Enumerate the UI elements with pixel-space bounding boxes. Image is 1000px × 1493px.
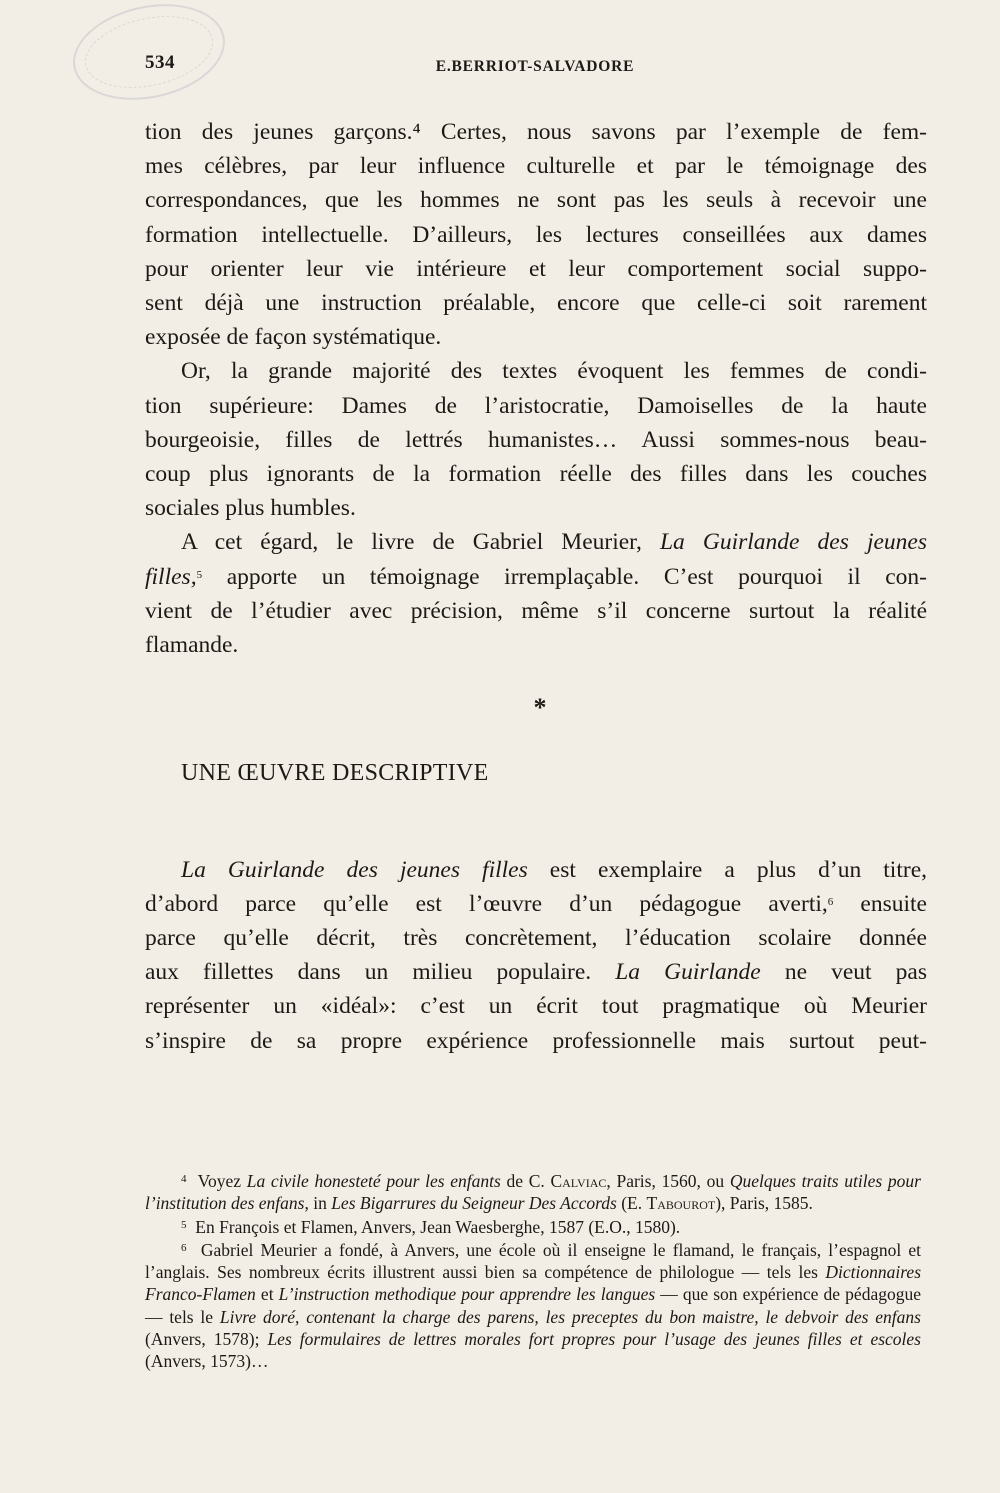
text-line: s’inspire de sa propre expérience professionnelle mais surtout peut- bbox=[145, 1027, 927, 1054]
author-name: Tabourot bbox=[646, 1193, 716, 1214]
text-line: coup plus ignorants de la formation réelle des filles dans les couches bbox=[145, 461, 927, 488]
footnote-4 bbox=[145, 1170, 921, 1215]
text-line: parce qu’elle décrit, très concrètement, l’éducation scolaire donnée bbox=[145, 924, 927, 951]
text-line: vient de l’étudier avec précision, même s’il concerne surtout la réalité bbox=[145, 597, 927, 624]
page-number: 534 bbox=[145, 52, 175, 73]
footnote-mark: 5 bbox=[181, 1218, 187, 1231]
section-separator: * bbox=[533, 693, 547, 722]
paragraph-3 bbox=[145, 525, 927, 662]
text: et bbox=[255, 1284, 279, 1305]
text: En François et Flamen, Anvers, Jean Waesberghe, 1587 (E.O., 1580). bbox=[195, 1216, 681, 1237]
book-title: La Guirlande bbox=[615, 959, 761, 986]
text-line bbox=[145, 560, 927, 594]
main-text-2 bbox=[145, 829, 927, 1081]
book-title: La civile honesteté pour les enfants bbox=[246, 1171, 501, 1191]
text: apporte un témoignage irremplaçable. C’est pourquoi il con- bbox=[202, 563, 927, 590]
text-line: tion des jeunes garçons.⁴ Certes, nous savons par l’exemple de fem- bbox=[145, 119, 927, 145]
text: ), Paris, 1585. bbox=[715, 1193, 813, 1214]
text-line: représenter un «idéal»: c’est un écrit tout pragmatique où Meurier bbox=[145, 993, 927, 1020]
book-title: L’instruction methodique pour apprendre les langues bbox=[278, 1284, 656, 1305]
text: (Anvers, 1578); bbox=[145, 1329, 268, 1350]
paragraph-1 bbox=[145, 115, 927, 354]
text: de C. bbox=[500, 1171, 551, 1191]
paragraph-4 bbox=[145, 853, 927, 1058]
main-text bbox=[145, 115, 927, 662]
footnote-ref: 5 bbox=[196, 568, 203, 581]
text-line bbox=[145, 955, 927, 989]
book-title: Les Bigarrures du Seigneur Des Accords bbox=[331, 1193, 617, 1214]
book-title: La Guirlande des jeunes bbox=[659, 529, 927, 556]
section-heading: UNE ŒUVRE DESCRIPTIVE bbox=[181, 760, 489, 786]
book-title: filles, bbox=[145, 563, 197, 590]
author-name: Calviac bbox=[550, 1171, 607, 1191]
text: Voyez bbox=[197, 1171, 247, 1191]
book-title: Dictionnaires Franco-Flamen bbox=[145, 1262, 921, 1305]
text-line: bourgeoisie, filles de lettrés humanistes… Aussi sommes-nous beau- bbox=[145, 426, 927, 453]
text: Gabriel Meurier a fondé, à Anvers, une école où il enseigne le flamand, le français, l’espagnol et l’anglais. Ses nombreux écrits illustrent aussi bien sa compétence de philologue — tels les bbox=[145, 1239, 921, 1283]
text: ne veut pas bbox=[760, 959, 927, 986]
text: d’abord parce qu’elle est l’œuvre d’un pédagogue averti, bbox=[145, 890, 828, 917]
footnote-mark: 4 bbox=[181, 1173, 187, 1185]
text: , in bbox=[304, 1193, 332, 1214]
text-line bbox=[145, 853, 927, 887]
text-line: correspondances, que les hommes ne sont pas les seuls à recevoir une bbox=[145, 187, 927, 214]
text: , Paris, 1560, ou bbox=[606, 1171, 725, 1191]
text: (E. bbox=[616, 1193, 647, 1214]
text-line: sociales plus humbles. bbox=[145, 495, 356, 522]
text-line: mes célèbres, par leur influence culturelle et par le témoignage des bbox=[145, 153, 927, 180]
text: ensuite bbox=[833, 890, 927, 917]
text: est exemplaire a plus d’un titre, bbox=[527, 856, 927, 883]
text-line: exposée de façon systématique. bbox=[145, 324, 442, 351]
text-line: sent déjà une instruction préalable, encore que celle-ci soit rarement bbox=[145, 290, 927, 317]
text-line: pour orienter leur vie intérieure et leur comportement social suppo- bbox=[145, 255, 927, 282]
running-head: E.BERRIOT-SALVADORE bbox=[435, 58, 635, 75]
text-line: formation intellectuelle. D’ailleurs, les lectures conseillées aux dames bbox=[145, 221, 927, 248]
footnotes bbox=[145, 1170, 921, 1374]
book-title: Quelques traits utiles pour l’institution des enfans bbox=[145, 1171, 921, 1214]
footnote-ref: 6 bbox=[827, 895, 834, 908]
text-line: tion supérieure: Dames de l’aristocratie, Damoiselles de la haute bbox=[145, 392, 927, 419]
paragraph-2 bbox=[145, 354, 927, 525]
footnote-mark: 6 bbox=[181, 1241, 187, 1254]
footnote-6 bbox=[145, 1239, 921, 1373]
text: (Anvers, 1573)… bbox=[145, 1351, 269, 1372]
text-line: Or, la grande majorité des textes évoquent les femmes de condi- bbox=[181, 358, 927, 385]
book-title: La Guirlande des jeunes filles bbox=[181, 856, 528, 883]
text: — que son expérience de pédagogue — tels le bbox=[145, 1284, 921, 1327]
text-line: flamande. bbox=[145, 632, 239, 659]
text: A cet égard, le livre de Gabriel Meurier, bbox=[181, 529, 660, 556]
text: aux fillettes dans un milieu populaire. bbox=[145, 959, 616, 986]
footnote-5 bbox=[145, 1216, 921, 1238]
book-title: Les formulaires de lettres morales fort propres pour l’usage des jeunes filles et escoles bbox=[267, 1329, 921, 1350]
text-line bbox=[145, 887, 927, 921]
text-line bbox=[145, 525, 927, 559]
book-title: Livre doré, contenant la charge des parens, les preceptes du bon maistre, le debvoir des enfans bbox=[219, 1306, 921, 1327]
